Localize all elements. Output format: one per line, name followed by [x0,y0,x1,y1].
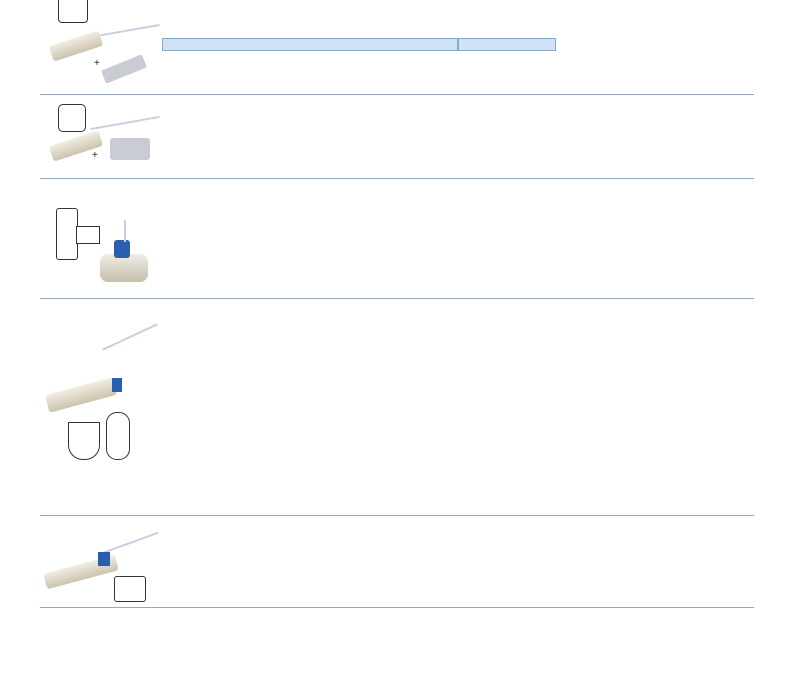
sensor-image-5 [40,540,160,606]
divider [40,515,754,516]
divider [40,178,754,179]
sensor-image-3 [40,200,160,295]
group-header-aluminum [162,38,458,51]
divider [40,298,754,299]
divider [40,607,754,608]
divider [40,94,754,95]
sensor-image-1: + [40,0,160,92]
group-header-aluminum-thick [458,38,556,51]
sensor-image-2: + [40,96,160,176]
sensor-image-4 [40,330,160,470]
